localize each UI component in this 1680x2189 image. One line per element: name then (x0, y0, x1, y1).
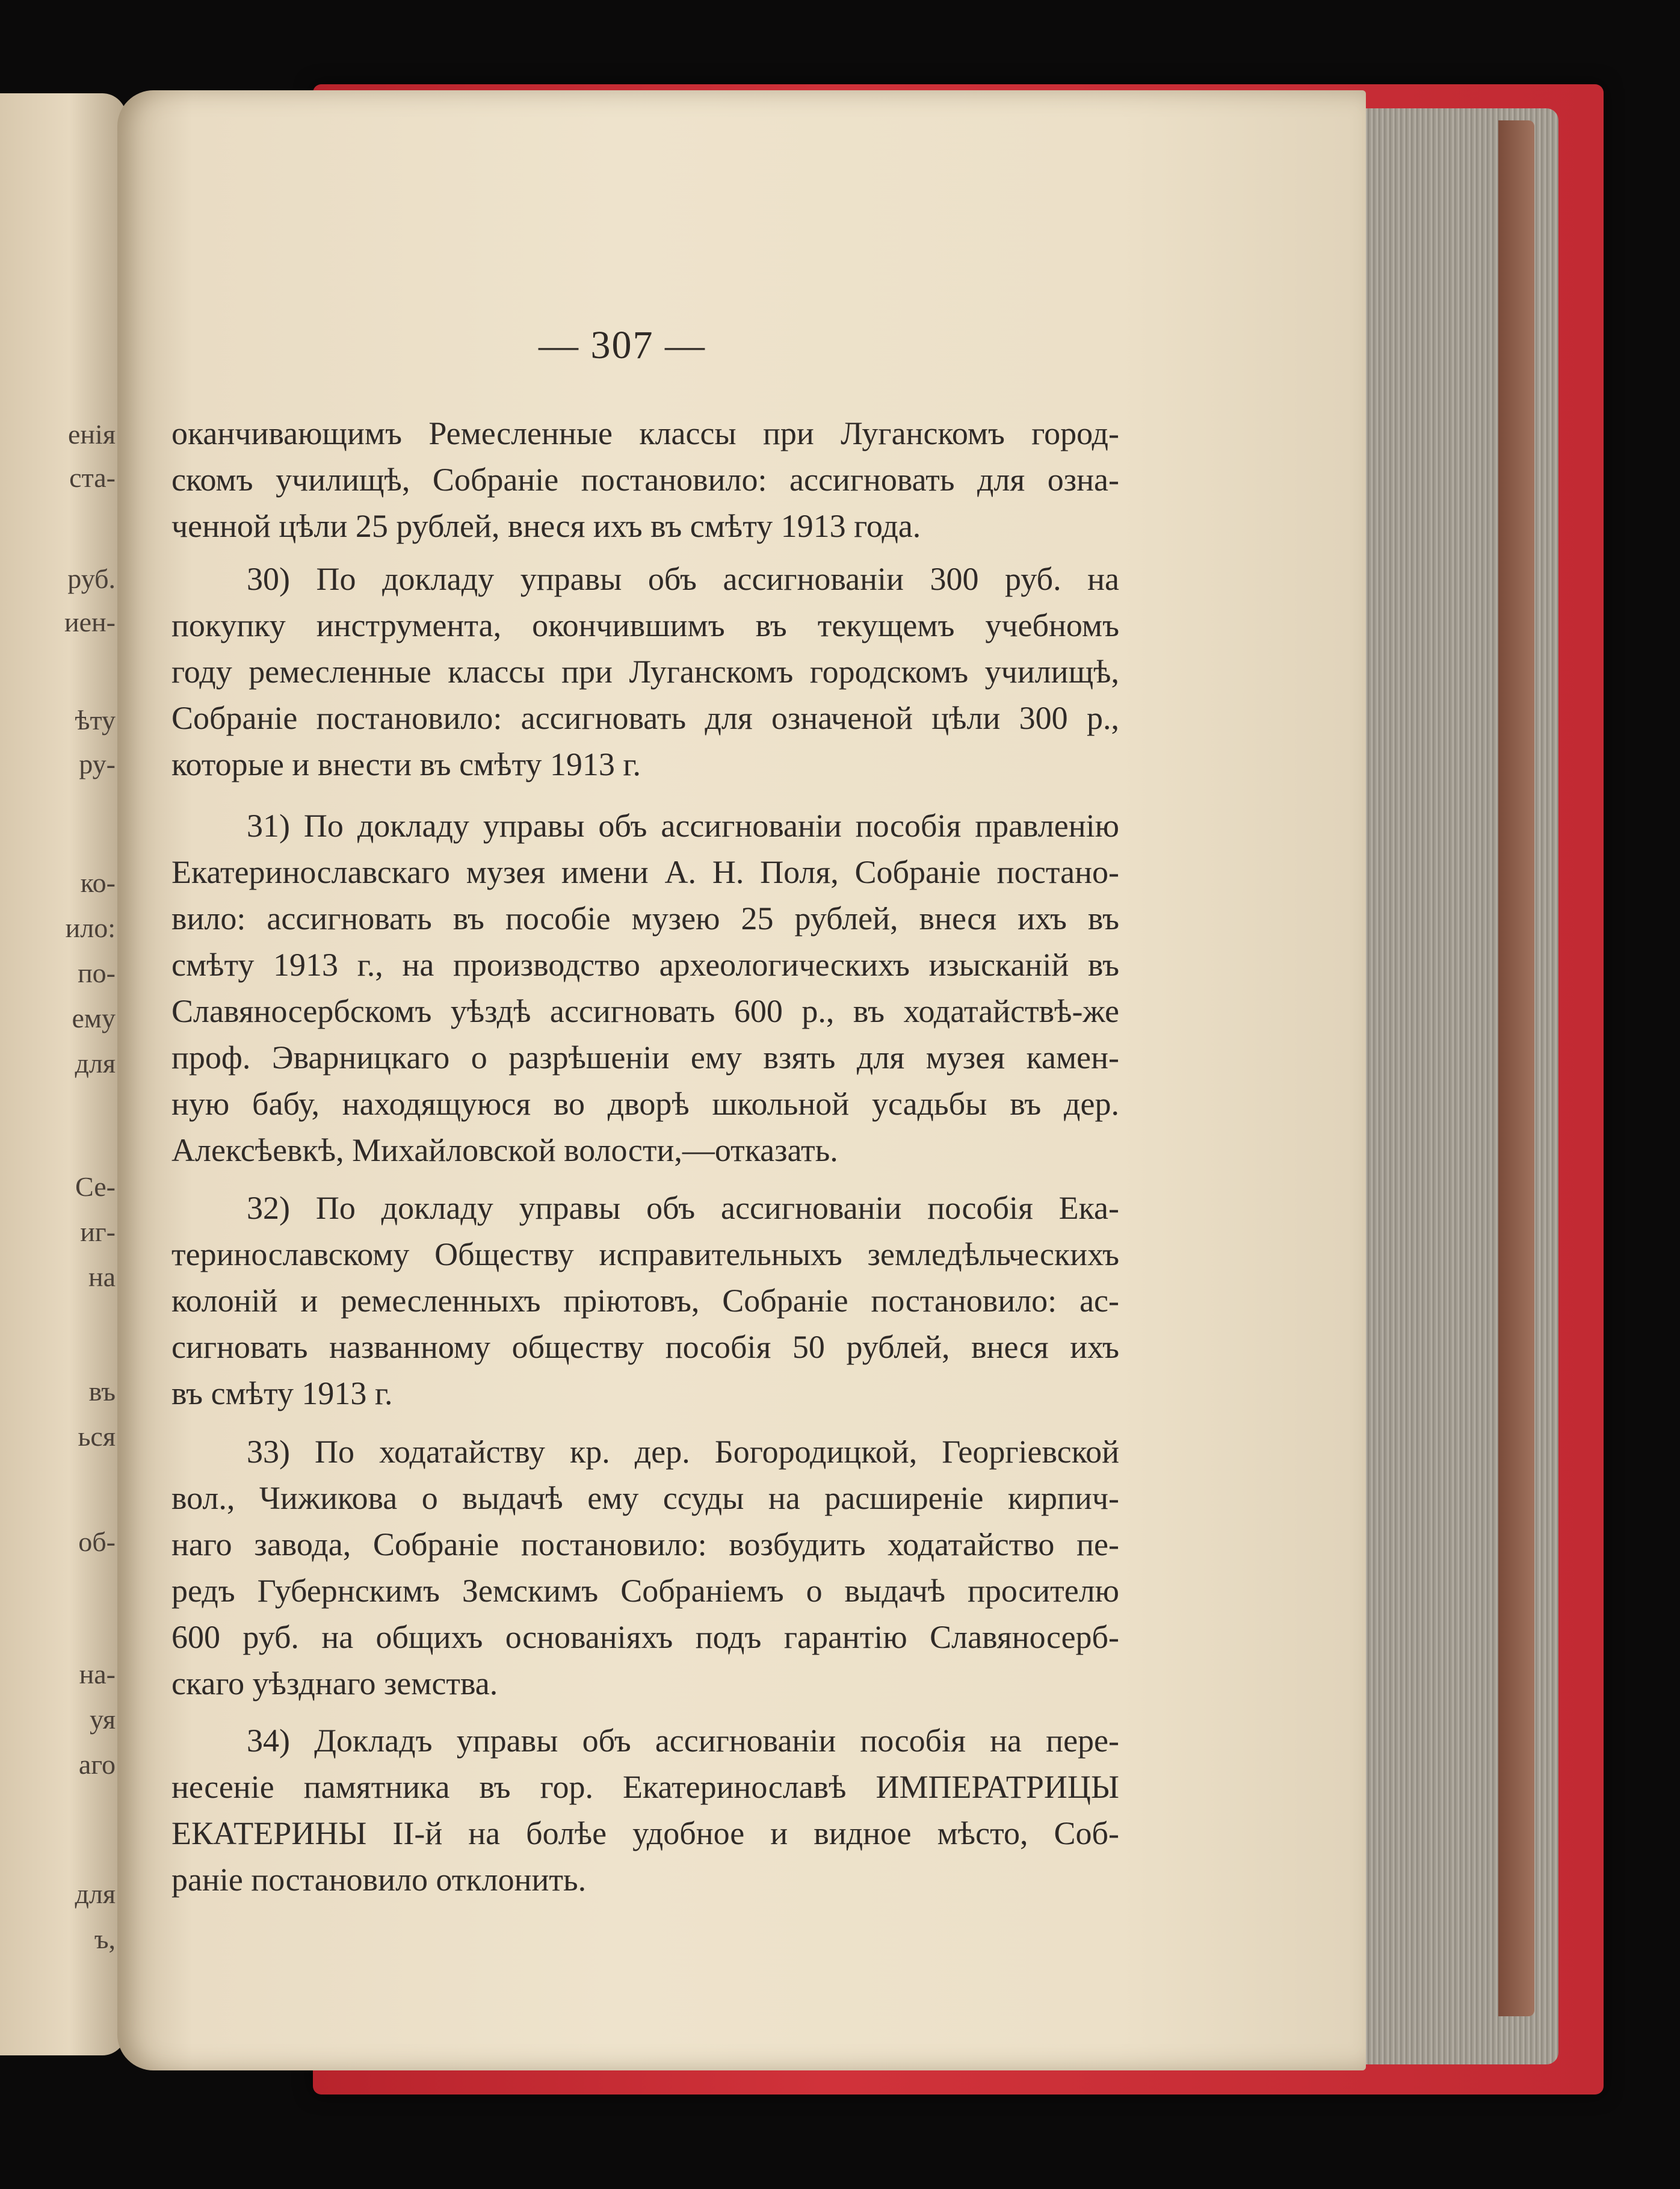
left-page-fragment: ста- (69, 462, 116, 493)
left-page-fragment: для (75, 1878, 116, 1909)
left-page-fragment: ему (72, 1003, 116, 1033)
text-line: смѣту 1913 г., на производство археологическихъ изысканій въ (171, 947, 1119, 983)
text-line: вол., Чижикова о выдачѣ ему ссуды на расширеніе кирпич- (171, 1480, 1119, 1516)
left-page-fragment: ру- (79, 749, 116, 779)
text-line: вило: ассигновать въ пособіе музею 25 рублей, внеся ихъ въ (171, 900, 1119, 937)
left-page-fragment: уя (89, 1704, 116, 1735)
left-page-fragment: руб. (67, 563, 116, 594)
text-line: Собраніе постановило: ассигновать для означеной цѣли 300 р., (171, 700, 1119, 736)
left-page-fragment: енія (68, 419, 116, 450)
left-page-fragment: ъ, (94, 1924, 116, 1954)
text-line: скомъ училищѣ, Собраніе постановило: ассигновать для озна- (171, 462, 1119, 498)
left-page-fragment: ко- (80, 867, 116, 898)
text-line: колоній и ремесленныхъ пріютовъ, Собраніе постановило: ас- (171, 1283, 1119, 1319)
text-line: ЕКАТЕРИНЫ II-й на болѣе удобное и видное мѣсто, Соб- (171, 1815, 1119, 1851)
left-page-fragment: иг- (80, 1216, 116, 1247)
left-page-fragment: иен- (64, 607, 116, 637)
left-page-fragment: ѣту (75, 705, 116, 735)
text-line: покупку инструмента, окончившимъ въ текущемъ учебномъ (171, 607, 1119, 643)
text-line: Екатеринославскаго музея имени А. Н. Поля, Собраніе постано- (171, 854, 1119, 890)
text-line: редъ Губернскимъ Земскимъ Собраніемъ о выдачѣ просителю (171, 1573, 1119, 1609)
left-page-fragment: для (75, 1048, 116, 1079)
text-line: скаго уѣзднаго земства. (171, 1665, 498, 1701)
text-line: несеніе памятника въ гор. Екатеринославѣ ИМПЕРАТРИЦЫ (171, 1769, 1119, 1805)
left-page-fragment: об- (78, 1526, 116, 1557)
text-line: Алексѣевкѣ, Михайловской волости,—отказать. (171, 1132, 838, 1168)
text-line: 33) По ходатайству кр. дер. Богородицкой, Георгіевской (247, 1434, 1119, 1470)
text-line: 32) По докладу управы объ ассигнованіи пособія Ека- (247, 1190, 1119, 1226)
text-line: наго завода, Собраніе постановило: возбудить ходатайство пе- (171, 1526, 1119, 1562)
text-line: 31) По докладу управы объ ассигнованіи пособія правленію (247, 808, 1119, 844)
left-facing-page (0, 93, 126, 2055)
left-page-fragment: Се- (75, 1171, 116, 1202)
text-line: оканчивающимъ Ремесленные классы при Луганскомъ город- (171, 415, 1119, 451)
text-line: 34) Докладъ управы объ ассигнованіи пособія на пере- (247, 1723, 1119, 1759)
text-line: 30) По докладу управы объ ассигнованіи 300 руб. на (247, 561, 1119, 597)
text-line: сигновать названному обществу пособія 50 рублей, внеся ихъ (171, 1329, 1119, 1365)
text-line: Славяносербскомъ уѣздѣ ассигновать 600 р., въ ходатайствѣ-же (171, 993, 1119, 1029)
left-page-fragment: аго (78, 1749, 116, 1780)
left-page-fragment: на- (79, 1659, 116, 1689)
left-page-fragment: на (88, 1262, 116, 1292)
text-line: 600 руб. на общихъ основаніяхъ подъ гарантію Славяносерб- (171, 1619, 1119, 1655)
text-line: которые и внести въ смѣту 1913 г. (171, 746, 641, 782)
text-line: ную бабу, находящуюся во дворѣ школьной усадьбы въ дер. (171, 1086, 1119, 1122)
page-number: — 307 — (539, 323, 706, 367)
left-page-fragment: по- (78, 958, 116, 988)
text-line: году ремесленные классы при Луганскомъ городскомъ училищѣ, (171, 654, 1119, 690)
left-page-fragment: въ (88, 1376, 116, 1407)
left-page-fragment: ься (78, 1421, 116, 1452)
left-page-fragment: ило: (65, 912, 116, 943)
text-line: въ смѣту 1913 г. (171, 1375, 393, 1411)
text-line: проф. Эварницкаго о разрѣшеніи ему взять для музея камен- (171, 1039, 1119, 1076)
text-line: раніе постановило отклонить. (171, 1862, 587, 1898)
text-line: теринославскому Обществу исправительныхъ земледѣльческихъ (171, 1236, 1119, 1272)
cover-spine-edge (1498, 120, 1534, 2016)
text-line: ченной цѣли 25 рублей, внеся ихъ въ смѣту 1913 года. (171, 508, 921, 544)
